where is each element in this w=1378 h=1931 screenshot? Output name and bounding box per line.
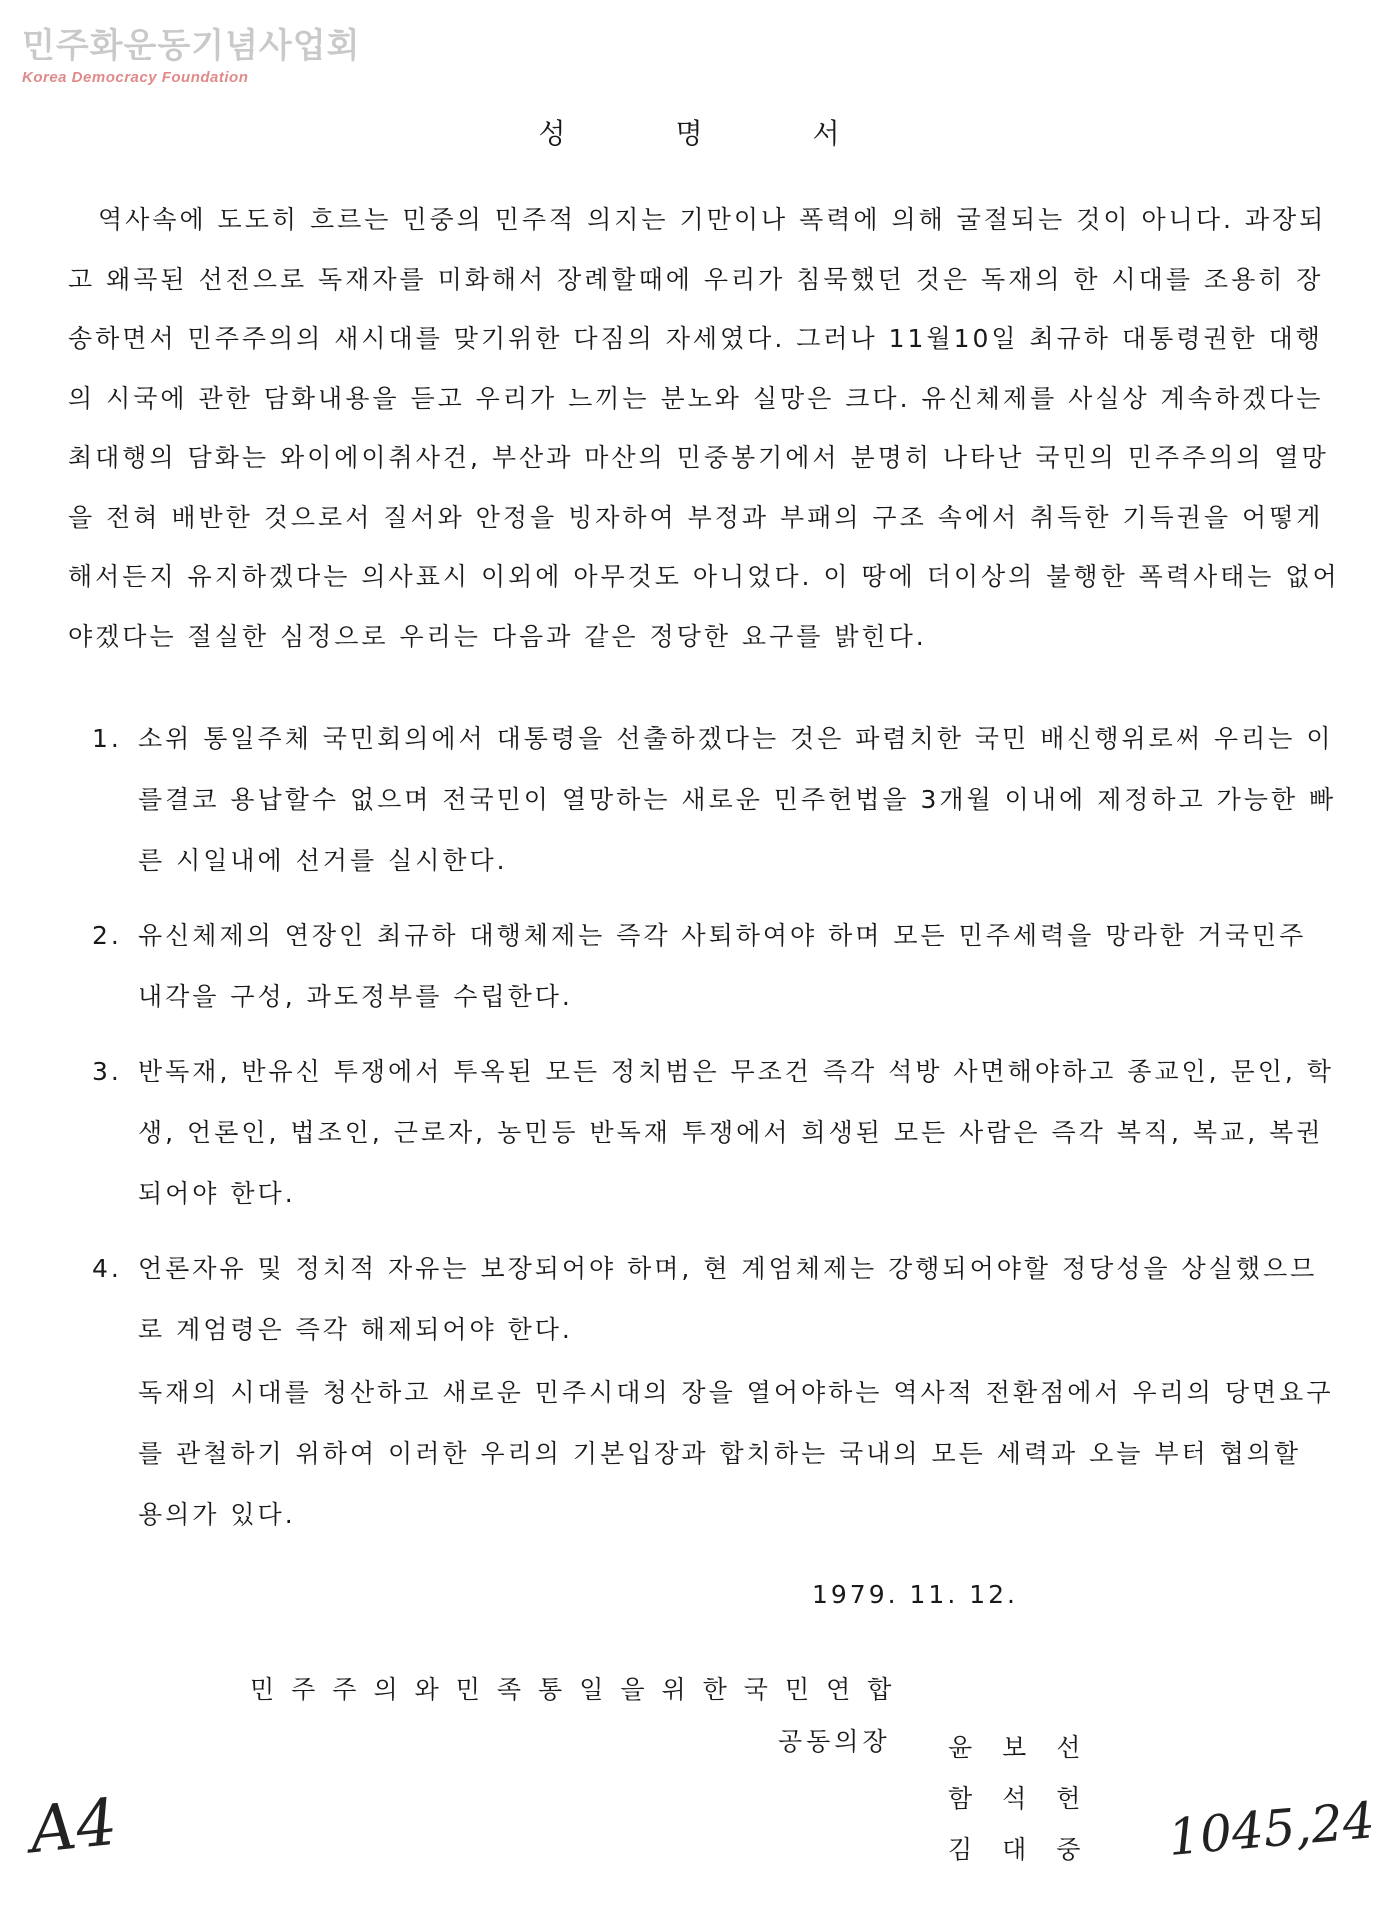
cochair-name: 윤보선 (948, 1733, 1111, 1762)
cochair-label: 공동의장 (778, 1727, 891, 1756)
cochair-name: 김대중 (948, 1835, 1111, 1864)
demand-text: 언론자유 및 정치적 자유는 보장되어야 하며, 현 계엄체제는 강행되어야할 정당성을 상실했으므로 계엄령은 즉각 해제되어야 한다. (138, 1254, 1318, 1344)
handwritten-note-right: 1045,24 (1165, 1791, 1377, 1867)
demands-list (92, 708, 1342, 1374)
demand-item (92, 708, 1342, 891)
watermark-english: Korea Democracy Foundation (22, 69, 249, 86)
organization-name: 민주주의와민족통일을위한국민연합 (250, 1675, 909, 1704)
cochair-name: 함석헌 (948, 1784, 1111, 1813)
document-date: 1979. 11. 12. (812, 1580, 1018, 1609)
demand-text: 유신체제의 연장인 최규하 대행체제는 즉각 사퇴하여야 하며 모든 민주세력을 망라한 거국민주 내각을 구성, 과도정부를 수립한다. (138, 921, 1307, 1011)
watermark-logo (22, 18, 360, 86)
demand-number: 3. (92, 1057, 122, 1086)
demand-number: 1. (92, 724, 122, 753)
demand-text: 반독재, 반유신 투쟁에서 투옥된 모든 정치범은 무조건 즉각 석방 사면해야하고 종교인, 문인, 학생, 언론인, 법조인, 근로자, 농민등 반독재 투쟁에서 희생된 모든 사람은 즉각 복직, 복교, 복권되어야 한다. (138, 1057, 1334, 1208)
demand-number: 4. (92, 1254, 122, 1283)
demand-item (92, 1041, 1342, 1224)
document-title: 성명서 (538, 117, 950, 150)
closing-section (138, 1362, 1338, 1545)
handwritten-note-left: A4 (26, 1785, 121, 1869)
demand-item (92, 1238, 1342, 1360)
intro-paragraph: 역사속에 도도히 흐르는 민중의 민주적 의지는 기만이나 폭력에 의해 굴절되는 것이 아니다. 과장되고 왜곡된 선전으로 독재자를 미화해서 장례할때에 우리가 침묵했던 것은 독재의 한 시대를 조용히 장송하면서 민주주의의 새시대를 맞기위한 다짐의 자세였다. 그러나 11월10일 최규하 대통령권한 대행의 시국에 관한 담화내용을 듣고 우리가 느끼는 분노와 실망은 크다. 유신체제를 사실상 계속하겠다는 최대행의 담화는 와이에이취사건, 부산과 마산의 민중봉기에서 분명히 나타난 국민의 민주주의의 열망을 전혀 배반한 것으로서 질서와 안정을 빙자하여 부정과 부패의 구조 속에서 취득한 기득권을 어떻게 해서든지 유지하겠다는 의사표시 이외에 아무것도 아니었다. 이 땅에 더이상의 불행한 폭력사태는 없어야겠다는 절실한 심정으로 우리는 다음과 같은 정당한 요구를 밝힌다. (68, 205, 1340, 651)
intro-section (68, 190, 1348, 666)
watermark-korean: 민주화운동기념사업회 (22, 26, 361, 66)
demand-text: 소위 통일주체 국민회의에서 대통령을 선출하겠다는 것은 파렴치한 국민 배신행위로써 우리는 이를결코 용납할수 없으며 전국민이 열망하는 새로운 민주헌법을 3개월 이내에 제정하고 가능한 빠른 시일내에 선거를 실시한다. (138, 724, 1337, 875)
demand-item (92, 905, 1342, 1027)
cochair-names (948, 1722, 1110, 1875)
demand-number: 2. (92, 921, 122, 950)
closing-paragraph: 독재의 시대를 청산하고 새로운 민주시대의 장을 열어야하는 역사적 전환점에서 우리의 당면요구를 관철하기 위하여 이러한 우리의 기본입장과 합치하는 국내의 모든 세력과 오늘 부터 협의할 용의가 있다. (138, 1378, 1334, 1529)
